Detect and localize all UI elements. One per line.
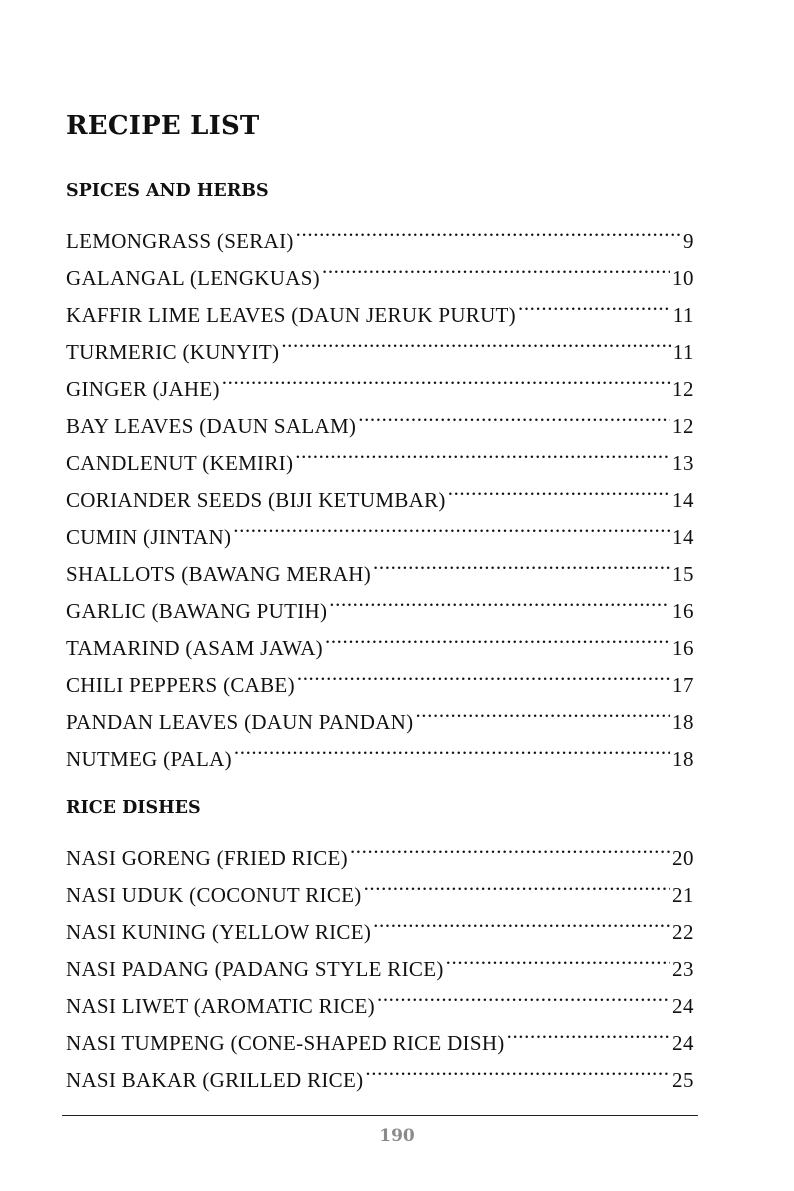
- toc-entry-page-number: 15: [672, 562, 694, 586]
- dot-leader: [358, 396, 670, 433]
- toc-entry-page-number: 20: [672, 846, 694, 870]
- toc-entry-page-number: 17: [672, 673, 694, 697]
- toc-entry-label: TURMERIC (KUNYIT): [66, 340, 280, 364]
- toc-entry: [66, 828, 694, 870]
- page-number: 190: [379, 1126, 415, 1146]
- dot-leader: [281, 322, 670, 359]
- toc-entry-page-number: 14: [672, 525, 694, 549]
- toc-entry-page-number: 11: [672, 303, 694, 327]
- toc-entry-page-number: 12: [672, 414, 694, 438]
- dot-leader: [448, 470, 670, 507]
- dot-leader: [322, 248, 670, 285]
- toc-entry-page-number: 10: [672, 266, 694, 290]
- toc-entry-label: LEMONGRASS (SERAI): [66, 229, 294, 253]
- toc-entry-label: BAY LEAVES (DAUN SALAM): [66, 414, 357, 438]
- section-heading-rice-dishes: RICE DISHES: [66, 798, 201, 818]
- toc-entry-label: GALANGAL (LENGKUAS): [66, 266, 320, 290]
- toc-entry-label: SHALLOTS (BAWANG MERAH): [66, 562, 372, 586]
- toc-entry-label: NASI PADANG (PADANG STYLE RICE): [66, 957, 444, 981]
- dot-leader: [364, 865, 670, 902]
- dot-leader: [297, 655, 670, 692]
- dot-leader: [415, 692, 670, 729]
- toc-entry-page-number: 23: [672, 957, 694, 981]
- toc-entry-page-number: 13: [672, 451, 694, 475]
- dot-leader: [518, 285, 671, 322]
- toc-entry-page-number: 25: [672, 1068, 694, 1092]
- dot-leader: [329, 581, 670, 618]
- dot-leader: [296, 211, 681, 248]
- dot-leader: [325, 618, 670, 655]
- toc-entry-label: GARLIC (BAWANG PUTIH): [66, 599, 328, 623]
- toc-entry-label: NASI TUMPENG (CONE-SHAPED RICE DISH): [66, 1031, 505, 1055]
- toc-entry-page-number: 16: [672, 599, 694, 623]
- toc-entry-label: NUTMEG (PALA): [66, 747, 232, 771]
- section-heading-spices-and-herbs: SPICES AND HERBS: [66, 181, 269, 201]
- dot-leader: [350, 828, 670, 865]
- dot-leader: [295, 433, 670, 470]
- toc-entry-label: CORIANDER SEEDS (BIJI KETUMBAR): [66, 488, 446, 512]
- toc-entry-label: KAFFIR LIME LEAVES (DAUN JERUK PURUT): [66, 303, 516, 327]
- toc-entry-page-number: 18: [672, 710, 694, 734]
- toc-entry-page-number: 9: [683, 229, 694, 253]
- toc-entry: [66, 211, 694, 253]
- toc-entry-page-number: 14: [672, 488, 694, 512]
- toc-entry-label: NASI GORENG (FRIED RICE): [66, 846, 348, 870]
- toc-entry-label: CUMIN (JINTAN): [66, 525, 232, 549]
- dot-leader: [507, 1013, 670, 1050]
- toc-entry-label: CANDLENUT (KEMIRI): [66, 451, 294, 475]
- dot-leader: [373, 902, 670, 939]
- dot-leader: [377, 976, 670, 1013]
- dot-leader: [365, 1050, 670, 1087]
- toc-entry-page-number: 22: [672, 920, 694, 944]
- toc-entry-label: TAMARIND (ASAM JAWA): [66, 636, 323, 660]
- toc-entry-page-number: 18: [672, 747, 694, 771]
- toc-entry-page-number: 12: [672, 377, 694, 401]
- page-title: RECIPE LIST: [66, 111, 260, 141]
- toc-entry-label: NASI KUNING (YELLOW RICE): [66, 920, 372, 944]
- dot-leader: [446, 939, 670, 976]
- toc-entry-label: PANDAN LEAVES (DAUN PANDAN): [66, 710, 414, 734]
- dot-leader: [222, 359, 670, 396]
- toc-list-spices-and-herbs: [66, 211, 694, 771]
- dot-leader: [233, 507, 670, 544]
- toc-entry-label: NASI UDUK (COCONUT RICE): [66, 883, 362, 907]
- toc-list-rice-dishes: [66, 828, 694, 1092]
- toc-entry-label: CHILI PEPPERS (CABE): [66, 673, 295, 697]
- dot-leader: [234, 729, 670, 766]
- toc-entry-page-number: 11: [672, 340, 694, 364]
- toc-entry-label: NASI LIWET (AROMATIC RICE): [66, 994, 375, 1018]
- toc-entry-page-number: 24: [672, 994, 694, 1018]
- toc-entry-label: NASI BAKAR (GRILLED RICE): [66, 1068, 364, 1092]
- toc-entry-page-number: 24: [672, 1031, 694, 1055]
- toc-entry-page-number: 21: [672, 883, 694, 907]
- dot-leader: [373, 544, 670, 581]
- footer-divider: [62, 1115, 698, 1116]
- toc-entry-page-number: 16: [672, 636, 694, 660]
- toc-entry-label: GINGER (JAHE): [66, 377, 220, 401]
